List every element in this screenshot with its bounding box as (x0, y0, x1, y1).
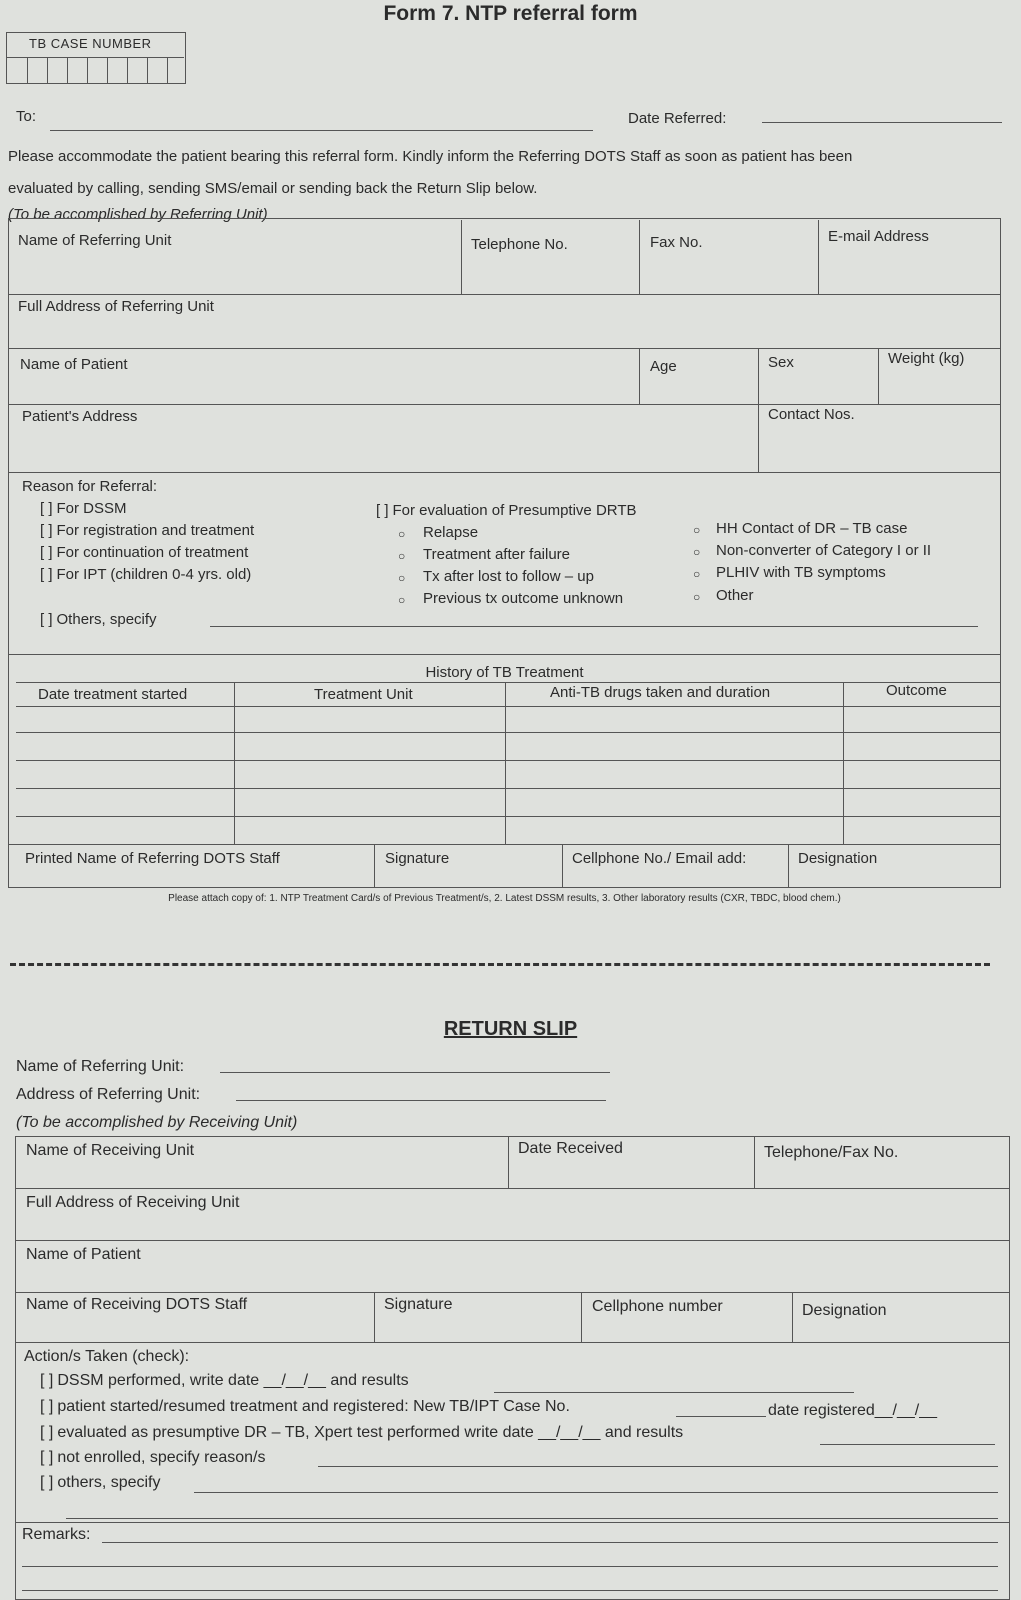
drtb-other-option[interactable]: Other (716, 587, 754, 604)
drtb-relapse-option[interactable]: Relapse (423, 524, 479, 541)
return-slip-title (0, 1018, 1021, 1041)
rs-patient-name-label: Name of Patient (26, 1246, 141, 1263)
history-header-outcome: Outcome (886, 682, 947, 699)
history-header-date: Date treatment started (38, 686, 188, 703)
attach-note: Please attach copy of: 1. NTP Treatment Card/s of Previous Treatment/s, 2. Latest DSSM results, 3. Other laboratory results (CXR, TBDC, blood chem.) (168, 893, 841, 904)
drtb-lost-followup-option[interactable]: Tx after lost to follow – up (423, 568, 594, 585)
radio-bullet: ○ (398, 527, 406, 541)
patient-name-label: Name of Patient (20, 356, 128, 373)
rs-remarks-label: Remarks: (22, 1526, 91, 1543)
reason-label: Reason for Referral: (22, 478, 158, 495)
reason-others-checkbox[interactable]: [ ] Others, specify (40, 611, 157, 628)
telephone-label: Telephone No. (471, 236, 568, 253)
rs-not-enrolled-reason-field[interactable] (318, 1466, 998, 1467)
reason-drtb-checkbox[interactable]: [ ] For evaluation of Presumptive DRTB (376, 502, 637, 519)
referring-signature-label: Signature (385, 850, 450, 867)
to-label: To: (16, 108, 37, 125)
drtb-plhiv-option[interactable]: PLHIV with TB symptoms (716, 564, 886, 581)
return-slip-title-text: RETURN SLIP (443, 1018, 578, 1040)
rs-cellphone-label: Cellphone number (592, 1298, 723, 1315)
table-row[interactable] (16, 760, 1001, 761)
referring-unit-name-label: Name of Referring Unit (18, 232, 172, 249)
rs-actions-label: Action/s Taken (check): (24, 1348, 190, 1365)
table-row[interactable] (16, 816, 1001, 817)
radio-bullet: ○ (693, 590, 701, 604)
reason-dssm-checkbox[interactable]: [ ] For DSSM (40, 500, 127, 517)
rs-action-drtb-checkbox[interactable]: [ ] evaluated as presumptive DR – TB, Xpert test performed write date __/__/__ and results (40, 1424, 683, 1442)
contact-label: Contact Nos. (768, 406, 855, 423)
referring-designation-label: Designation (798, 850, 878, 867)
rs-case-no-field[interactable] (676, 1416, 766, 1417)
referring-unit-note: (To be accomplished by Referring Unit) (8, 206, 268, 223)
fax-label: Fax No. (650, 234, 703, 251)
radio-bullet: ○ (398, 571, 406, 585)
sex-label: Sex (768, 354, 794, 371)
rs-name-referring-label: Name of Referring Unit: (16, 1058, 185, 1075)
history-title: History of TB Treatment (425, 664, 584, 681)
drtb-failure-option[interactable]: Treatment after failure (423, 546, 571, 563)
rs-address-referring-field[interactable] (236, 1100, 606, 1101)
history-header-drugs: Anti-TB drugs taken and duration (550, 684, 771, 701)
age-label: Age (650, 358, 677, 375)
to-field[interactable] (50, 130, 593, 131)
radio-bullet: ○ (398, 549, 406, 563)
rs-date-received-label: Date Received (518, 1140, 623, 1157)
rs-receiving-unit-label: Name of Receiving Unit (26, 1142, 195, 1159)
weight-label: Weight (kg) (888, 350, 965, 367)
drtb-outcome-unknown-option[interactable]: Previous tx outcome unknown (423, 590, 624, 607)
history-header-unit: Treatment Unit (314, 686, 413, 703)
rs-address-referring-label: Address of Referring Unit: (16, 1086, 201, 1103)
instructions-line-2: evaluated by calling, sending SMS/email or sending back the Return Slip below. (8, 180, 538, 197)
reason-registration-checkbox[interactable]: [ ] For registration and treatment (40, 522, 254, 539)
rs-remarks-field[interactable] (102, 1542, 998, 1543)
form-title: Form 7. NTP referral form (383, 2, 638, 25)
rs-others-field-2[interactable] (66, 1518, 998, 1519)
rs-action-others-checkbox[interactable]: [ ] others, specify (40, 1474, 161, 1492)
referring-unit-address-label: Full Address of Referring Unit (18, 298, 214, 315)
date-referred-field[interactable] (762, 122, 1002, 123)
rs-action-dssm-checkbox[interactable]: [ ] DSSM performed, write date __/__/__ and results (40, 1372, 409, 1390)
rs-action-started-checkbox[interactable]: [ ] patient started/resumed treatment and registered: New TB/IPT Case No. (40, 1398, 570, 1416)
rs-receiving-address-label: Full Address of Receiving Unit (26, 1194, 240, 1211)
radio-bullet: ○ (693, 567, 701, 581)
rs-action-drtb-results-field[interactable] (820, 1444, 995, 1445)
rs-others-field[interactable] (194, 1492, 998, 1493)
date-referred-label: Date Referred: (628, 110, 727, 127)
radio-bullet: ○ (693, 545, 701, 559)
rs-name-referring-field[interactable] (220, 1072, 610, 1073)
rs-action-not-enrolled-checkbox[interactable]: [ ] not enrolled, specify reason/s (40, 1449, 265, 1467)
rs-telfax-label: Telephone/Fax No. (764, 1144, 899, 1161)
drtb-non-converter-option[interactable]: Non-converter of Category I or II (716, 542, 932, 559)
radio-bullet: ○ (693, 523, 701, 537)
rs-receiving-staff-label: Name of Receiving DOTS Staff (26, 1296, 248, 1313)
rs-action-dssm-results-field[interactable] (494, 1392, 854, 1393)
table-row[interactable] (16, 788, 1001, 789)
tb-case-number-box (6, 32, 186, 84)
cut-line (10, 963, 990, 966)
reason-ipt-checkbox[interactable]: [ ] For IPT (children 0-4 yrs. old) (40, 566, 251, 583)
radio-bullet: ○ (398, 593, 406, 607)
rs-designation-label: Designation (802, 1302, 887, 1319)
rs-signature-label: Signature (384, 1296, 453, 1313)
patient-address-label: Patient's Address (22, 408, 138, 425)
reason-continuation-checkbox[interactable]: [ ] For continuation of treatment (40, 544, 248, 561)
referring-staff-name-label: Printed Name of Referring DOTS Staff (25, 850, 280, 867)
email-label: E-mail Address (828, 228, 929, 245)
rs-receiving-note: (To be accomplished by Receiving Unit) (16, 1114, 298, 1131)
tb-case-number-label: TB CASE NUMBER (29, 36, 152, 51)
drtb-hh-contact-option[interactable]: HH Contact of DR – TB case (716, 520, 908, 537)
rs-remarks-field-3[interactable] (22, 1590, 998, 1591)
referring-cellphone-label: Cellphone No./ Email add: (572, 850, 747, 867)
rs-remarks-field-2[interactable] (22, 1566, 998, 1567)
table-row[interactable] (16, 732, 1001, 733)
instructions-line-1: Please accommodate the patient bearing this referral form. Kindly inform the Referring DOTS Staff as soon as patient has been (8, 148, 853, 165)
reason-others-field[interactable] (210, 626, 978, 627)
rs-date-registered-label[interactable]: date registered__/__/__ (768, 1402, 938, 1419)
